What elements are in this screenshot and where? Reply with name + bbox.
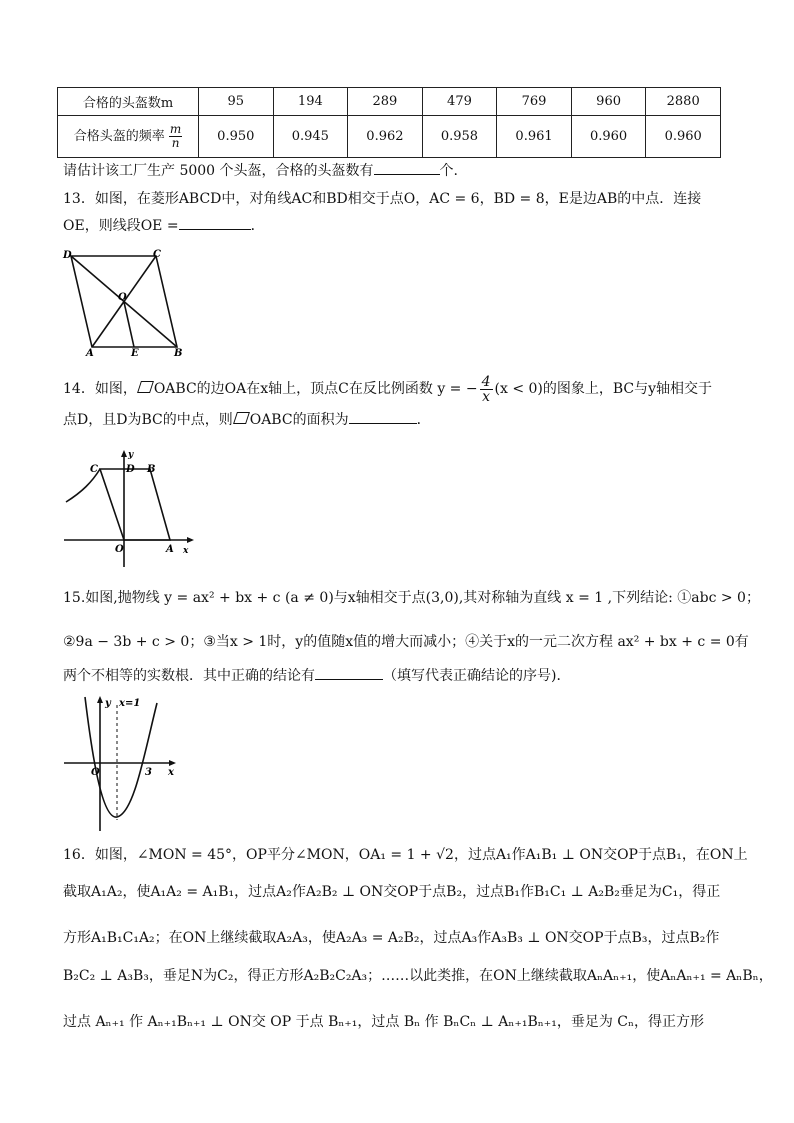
q14-text: OABC的边OA在x轴上，顶点C在反比例函数 y = − <box>153 381 478 397</box>
table-cell: 0.960 <box>646 116 721 158</box>
fig-label: A <box>86 348 94 359</box>
q12-tail <box>63 161 458 181</box>
table-cell: 194 <box>273 88 348 116</box>
fig-label: A <box>166 544 174 555</box>
fig-label: C <box>153 249 161 260</box>
table-cell: 0.950 <box>199 116 274 158</box>
q14-end: ． <box>416 412 431 428</box>
fig-label: E <box>131 348 139 359</box>
q16-line4: B₂C₂ ⊥ A₃B₃，垂足N为C₂，得正方形A₂B₂C₂A₃；……以此类推，在ON上继续截取AₙAₙ₊₁，使AₙAₙ₊₁ = AₙBₙ， <box>63 968 773 984</box>
fig-label: B <box>174 348 183 359</box>
fig-label: O <box>91 767 100 778</box>
q12-text-end: 个. <box>439 163 458 179</box>
answer-blank <box>315 679 383 680</box>
table-cell: 960 <box>571 88 646 116</box>
q15-line1: 15.如图,抛物线 y = ax² + bx + c (a ≠ 0)与x轴相交于点(3,0),其对称轴为直线 x = 1 ,下列结论: ①abc > 0； <box>63 590 760 606</box>
q13-line2 <box>63 216 265 236</box>
rhombus-figure <box>60 248 190 360</box>
frequency-table <box>57 87 721 158</box>
fig-label: B <box>147 464 156 475</box>
table-cell: 2880 <box>646 88 721 116</box>
q14-text: 14．如图， <box>63 381 137 397</box>
q16-line2: 截取A₁A₂，使A₁A₂ = A₁B₁，过点A₂作A₂B₂ ⊥ ON交OP于点B₂，过点B₁作B₁C₁ ⊥ A₂B₂垂足为C₁，得正 <box>63 884 721 900</box>
q16-line5: 过点 Aₙ₊₁ 作 Aₙ₊₁Bₙ₊₁ ⊥ ON交 OP 于点 Bₙ₊₁，过点 Bₙ 作 BₙCₙ ⊥ Aₙ₊₁Bₙ₊₁，垂足为 Cₙ，得正方形 <box>63 1014 705 1030</box>
q14-text: (x < 0)的图象上，BC与y轴相交于 <box>494 381 713 397</box>
fig-label: y <box>128 450 134 460</box>
fig-label: O <box>115 544 124 555</box>
parallelogram-icon <box>137 381 154 393</box>
fig-label: D <box>63 250 72 261</box>
row1-label: 合格的头盔数m <box>58 88 199 116</box>
answer-blank <box>349 423 417 424</box>
table-cell: 0.960 <box>571 116 646 158</box>
q13-end: ． <box>250 218 265 234</box>
table-cell: 0.945 <box>273 116 348 158</box>
fig-label: D <box>126 464 135 475</box>
q14-line2 <box>63 410 431 430</box>
fraction <box>480 375 493 404</box>
fraction-denominator: x <box>482 388 490 405</box>
q14-text: OABC的面积为 <box>249 412 349 428</box>
answer-blank <box>374 174 440 175</box>
table-cell: 95 <box>199 88 274 116</box>
q15-text: 两个不相等的实数根．其中正确的结论有 <box>63 668 315 684</box>
row2-label-text: 合格头盔的频率 <box>73 129 165 144</box>
parallelogram-figure <box>62 447 197 569</box>
table-cell: 0.958 <box>422 116 497 158</box>
table-cell: 289 <box>348 88 423 116</box>
table-cell: 0.961 <box>497 116 572 158</box>
fig-label: C <box>90 464 98 475</box>
q13-text: OE，则线段OE = <box>63 218 179 234</box>
q16-line1: 16．如图，∠MON = 45°，OP平分∠MON，OA₁ = 1 + √2，过点A₁作A₁B₁ ⊥ ON交OP于点B₁，在ON上 <box>63 847 748 863</box>
table-row <box>58 88 721 116</box>
fraction-numerator: m <box>169 122 182 136</box>
table-cell: 0.962 <box>348 116 423 158</box>
fig-label: y <box>105 698 111 709</box>
fraction <box>169 123 182 150</box>
fig-label: O <box>118 292 127 303</box>
table-cell: 479 <box>422 88 497 116</box>
q16-line3: 方形A₁B₁C₁A₂；在ON上继续截取A₂A₃，使A₂A₃ = A₂B₂，过点A₃作A₃B₃ ⊥ ON交OP于点B₃，过点B₂作 <box>63 930 720 946</box>
row2-label <box>58 116 199 158</box>
fraction-numerator: 4 <box>481 373 491 390</box>
q14-line1 <box>63 374 712 404</box>
table-cell: 769 <box>497 88 572 116</box>
answer-blank <box>179 229 251 230</box>
fraction-denominator: n <box>171 136 180 150</box>
q12-text: 请估计该工厂生产 5000 个头盔，合格的头盔数有 <box>63 163 374 179</box>
q13-line1: 13．如图，在菱形ABCD中，对角线AC和BD相交于点O，AC = 6，BD = 8，E是边AB的中点．连接 <box>63 191 702 207</box>
fig-label: 3 <box>145 767 152 778</box>
table-row <box>58 116 721 158</box>
parabola-figure <box>62 695 182 835</box>
fig-label: x <box>168 767 174 778</box>
q14-text: 点D，且D为BC的中点，则 <box>63 412 233 428</box>
q15-text: （填写代表正确结论的序号)． <box>383 668 571 684</box>
q15-line2: ②9a − 3b + c > 0；③当x > 1时，y的值随x值的增大而减小；④关于x的一元二次方程 ax² + bx + c = 0有 <box>63 634 749 650</box>
fig-label: x <box>183 546 189 556</box>
q15-line3 <box>63 666 570 686</box>
parallelogram-icon <box>233 412 250 424</box>
fig-label: x=1 <box>119 698 141 709</box>
